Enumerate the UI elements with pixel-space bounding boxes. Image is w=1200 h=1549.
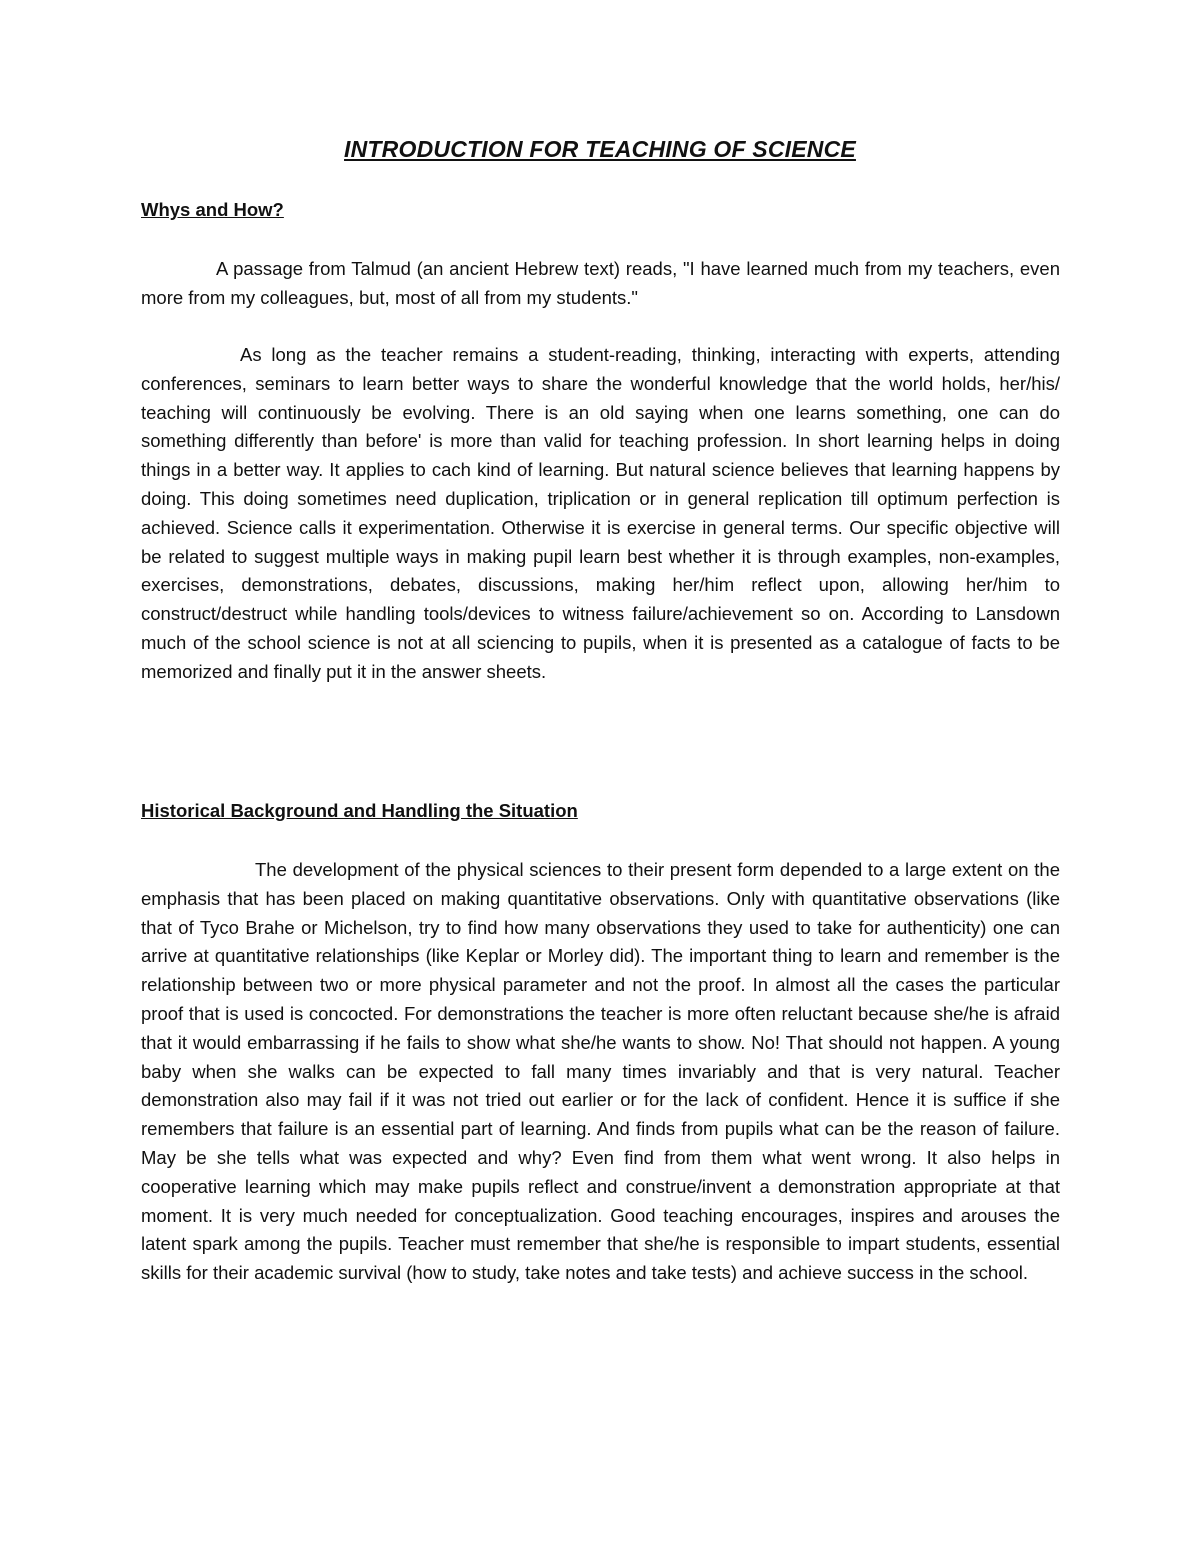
paragraph-talmud-quote: A passage from Talmud (an ancient Hebrew text) reads, "I have learned much from my teachers, even more from my colleagues, but, most of all from my students." <box>141 258 1060 308</box>
document-title: INTRODUCTION FOR TEACHING OF SCIENCE <box>344 136 856 162</box>
section-heading-historical-background: Historical Background and Handling the Situation <box>141 800 578 821</box>
paragraph-physical-sciences-development: The development of the physical sciences to their present form depended to a large extent on the emphasis that has been placed on making quantitative observations. Only with quantitative observations (like that of Tyco Brahe or Michelson, try to find how many observations they used to take for authenticity) one can arrive at quantitative relationships (like Keplar or Morley did). The important thing to learn and remember is the relationship between two or more physical parameter and not the proof. In almost all the cases the particular proof that is used is concocted. For demonstrations the teacher is more often reluctant because she/he is afraid that it would embarrassing if he fails to show what she/he wants to show. No! That should not happen. A young baby when she walks can be expected to fall many times invariably and that is very natural. Teacher demonstration also may fail if it was not tried out earlier or for the lack of confident. Hence it is suffice if she remembers that failure is an essential part of learning. And finds from pupils what can be the reason of failure. May be she tells what was expected and why? Even find from them what went wrong. It also helps in cooperative learning which may make pupils reflect and construe/invent a demonstration appropriate at that moment. It is very much needed for conceptualization. Good teaching encourages, inspires and arouses the latent spark among the pupils. Teacher must remember that she/he is responsible to impart students, essential skills for their academic survival (how to study, take notes and take tests) and achieve success in the school. <box>141 859 1060 1284</box>
section-heading-whys-and-how: Whys and How? <box>141 199 284 220</box>
paragraph-teacher-as-student: As long as the teacher remains a student-reading, thinking, interacting with experts, attending conferences, seminars to learn better ways to share the wonderful knowledge that the world holds, her/his/ teaching will continuously be evolving. There is an old saying when one learns something, one can do something differently than before' is more than valid for teaching profession. In short learning helps in doing things in a better way. It applies to cach kind of learning. But natural science believes that learning happens by doing. This doing sometimes need duplication, triplication or in general replication till optimum perfection is achieved. Science calls it experimentation. Otherwise it is exercise in general terms. Our specific objective will be related to suggest multiple ways in making pupil learn best whether it is through examples, non-examples, exercises, demonstrations, debates, discussions, making her/him reflect upon, allowing her/him to construct/destruct while handling tools/devices to witness failure/achievement so on. According to Lansdown much of the school science is not at all sciencing to pupils, when it is presented as a catalogue of facts to be memorized and finally put it in the answer sheets. <box>141 344 1060 682</box>
